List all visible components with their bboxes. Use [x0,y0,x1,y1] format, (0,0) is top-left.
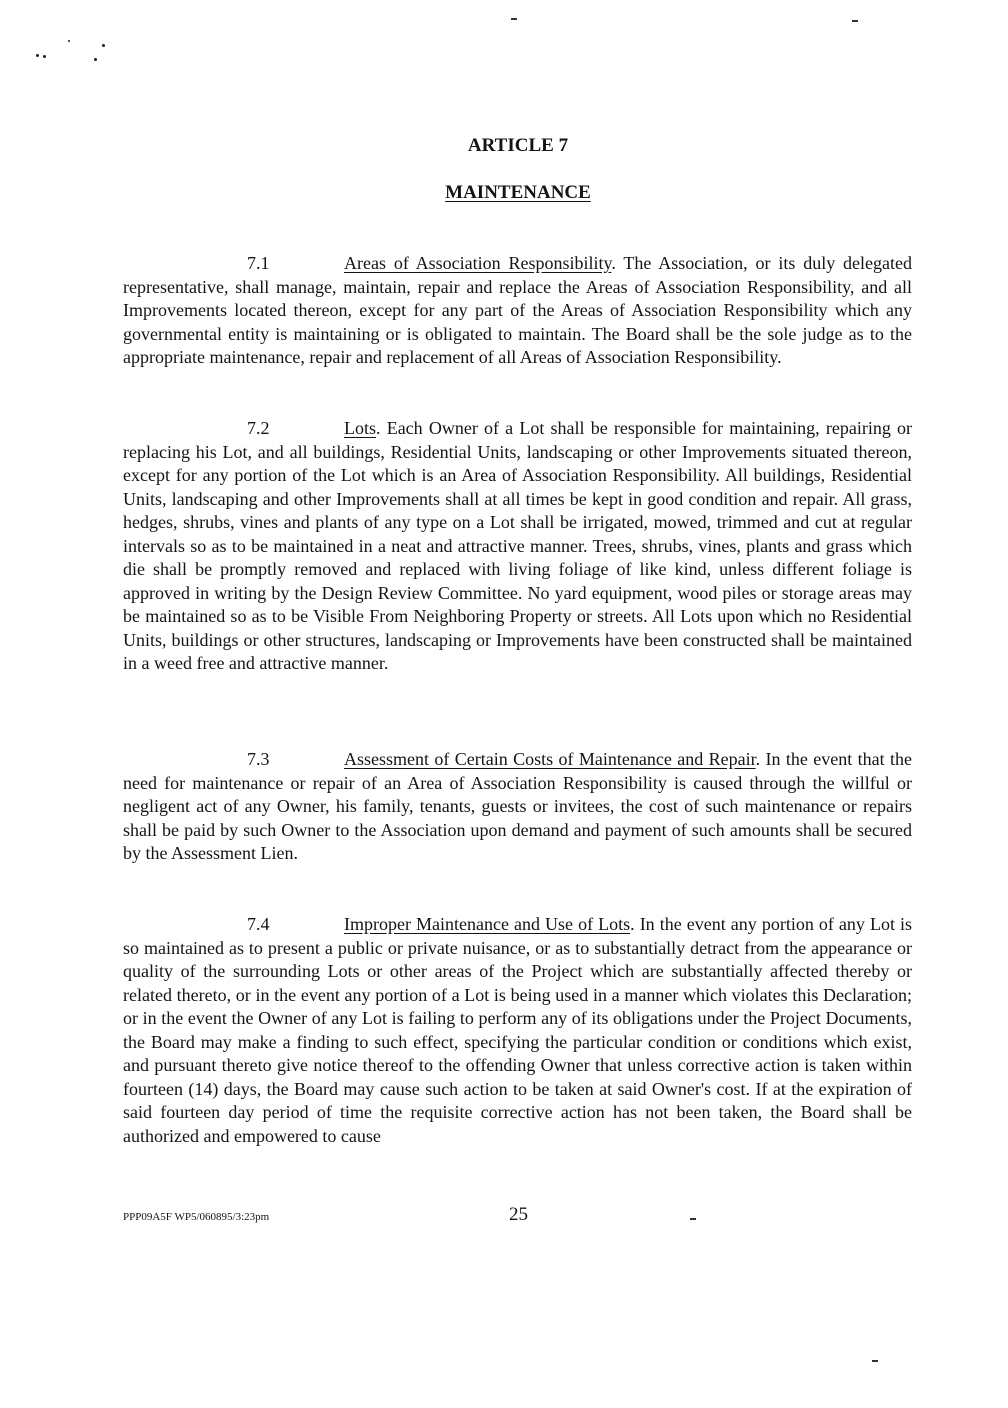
section-7-3 [123,748,912,866]
scan-speck [102,44,105,47]
scan-mark [852,20,858,22]
scan-speck [68,40,70,42]
section-title: Areas of Association Responsibility [344,253,612,273]
section-body: . In the event any portion of any Lot is so maintained as to present a public or private nuisance, or as to substantially detract from the appearance or quality of the surrounding Lots or other areas of the Project which are substantially affected thereby or related thereto, or in the event any portion of a Lot is being used in a manner which violates this Declaration; or in the event the Owner of any Lot is failing to perform any of its obligations under the Project Documents, the Board may make a finding to such effect, specifying the particular condition or conditions which exist, and pursuant thereto give notice thereof to the offending Owner that unless corrective action is taken within fourteen (14) days, the Board may cause such action to be taken at said Owner's cost. If at the expiration of said fourteen day period of time the requisite corrective action has not been taken, the Board shall be authorized and empowered to cause [123,914,912,1146]
section-number: 7.2 [247,418,270,438]
section-body: . The Association, or its duly delegated representative, shall manage, maintain, repair and replace the Areas of Association Responsibility, and all Improvements located thereon, except for any part of the Areas of Association Responsibility which any governmental entity is maintaining or is obligated to maintain. The Board shall be the sole judge as to the appropriate maintenance, repair and replacement of all Areas of Association Responsibility. [123,253,913,367]
section-body: . In the event that the need for maintenance or repair of an Area of Association Responsibility is caused through the willful or negligent act of any Owner, his family, tenants, guests or invitees, the cost of such maintenance or repairs shall be paid by such Owner to the Association upon demand and payment of such amounts shall be secured by the Assessment Lien. [123,749,912,863]
scan-speck [94,58,97,61]
section-number: 7.1 [247,253,270,273]
section-title: Lots [344,418,377,438]
article-title: MAINTENANCE [445,182,591,203]
scan-speck [36,54,39,57]
section-number: 7.3 [247,749,270,769]
footer-doc-code: PPP09A5F WP5/060895/3:23pm [123,1211,270,1223]
scan-speck [43,55,46,58]
section-number: 7.4 [247,914,270,934]
scan-mark [690,1218,696,1220]
article-number: ARTICLE 7 [467,135,569,156]
section-body: . Each Owner of a Lot shall be responsible for maintaining, repairing or replacing his Lot, and all buildings, Residential Units, landscaping or other Improvements situated thereon, except for any portion of the Lot which is an Area of Association Responsibility. All buildings, Residential Units, landscaping and other Improvements shall at all times be kept in good condition and repair. All grass, hedges, shrubs, vines and plants of any type on a Lot shall be irrigated, mowed, trimmed and cut at regular intervals so as to be maintained in a neat and attractive manner. Trees, shrubs, vines, plants and grass which die shall be promptly removed and replaced with living foliage of like kind, unless different foliage is approved in writing by the Design Review Committee. No yard equipment, wood piles or storage areas may be maintained so as to be Visible From Neighboring Property or streets. All Lots upon which no Residential Units, buildings or other structures, landscaping or Improvements have been constructed shall be maintained in a weed free and attractive manner. [123,418,912,673]
section-7-2 [123,417,912,676]
page-number: 25 [509,1204,528,1225]
scan-mark [872,1360,878,1362]
section-title: Improper Maintenance and Use of Lots [344,914,631,934]
scan-mark [511,18,517,20]
section-7-4 [123,913,912,1148]
section-7-1 [123,252,912,370]
section-title: Assessment of Certain Costs of Maintenance and Repair [344,749,756,769]
